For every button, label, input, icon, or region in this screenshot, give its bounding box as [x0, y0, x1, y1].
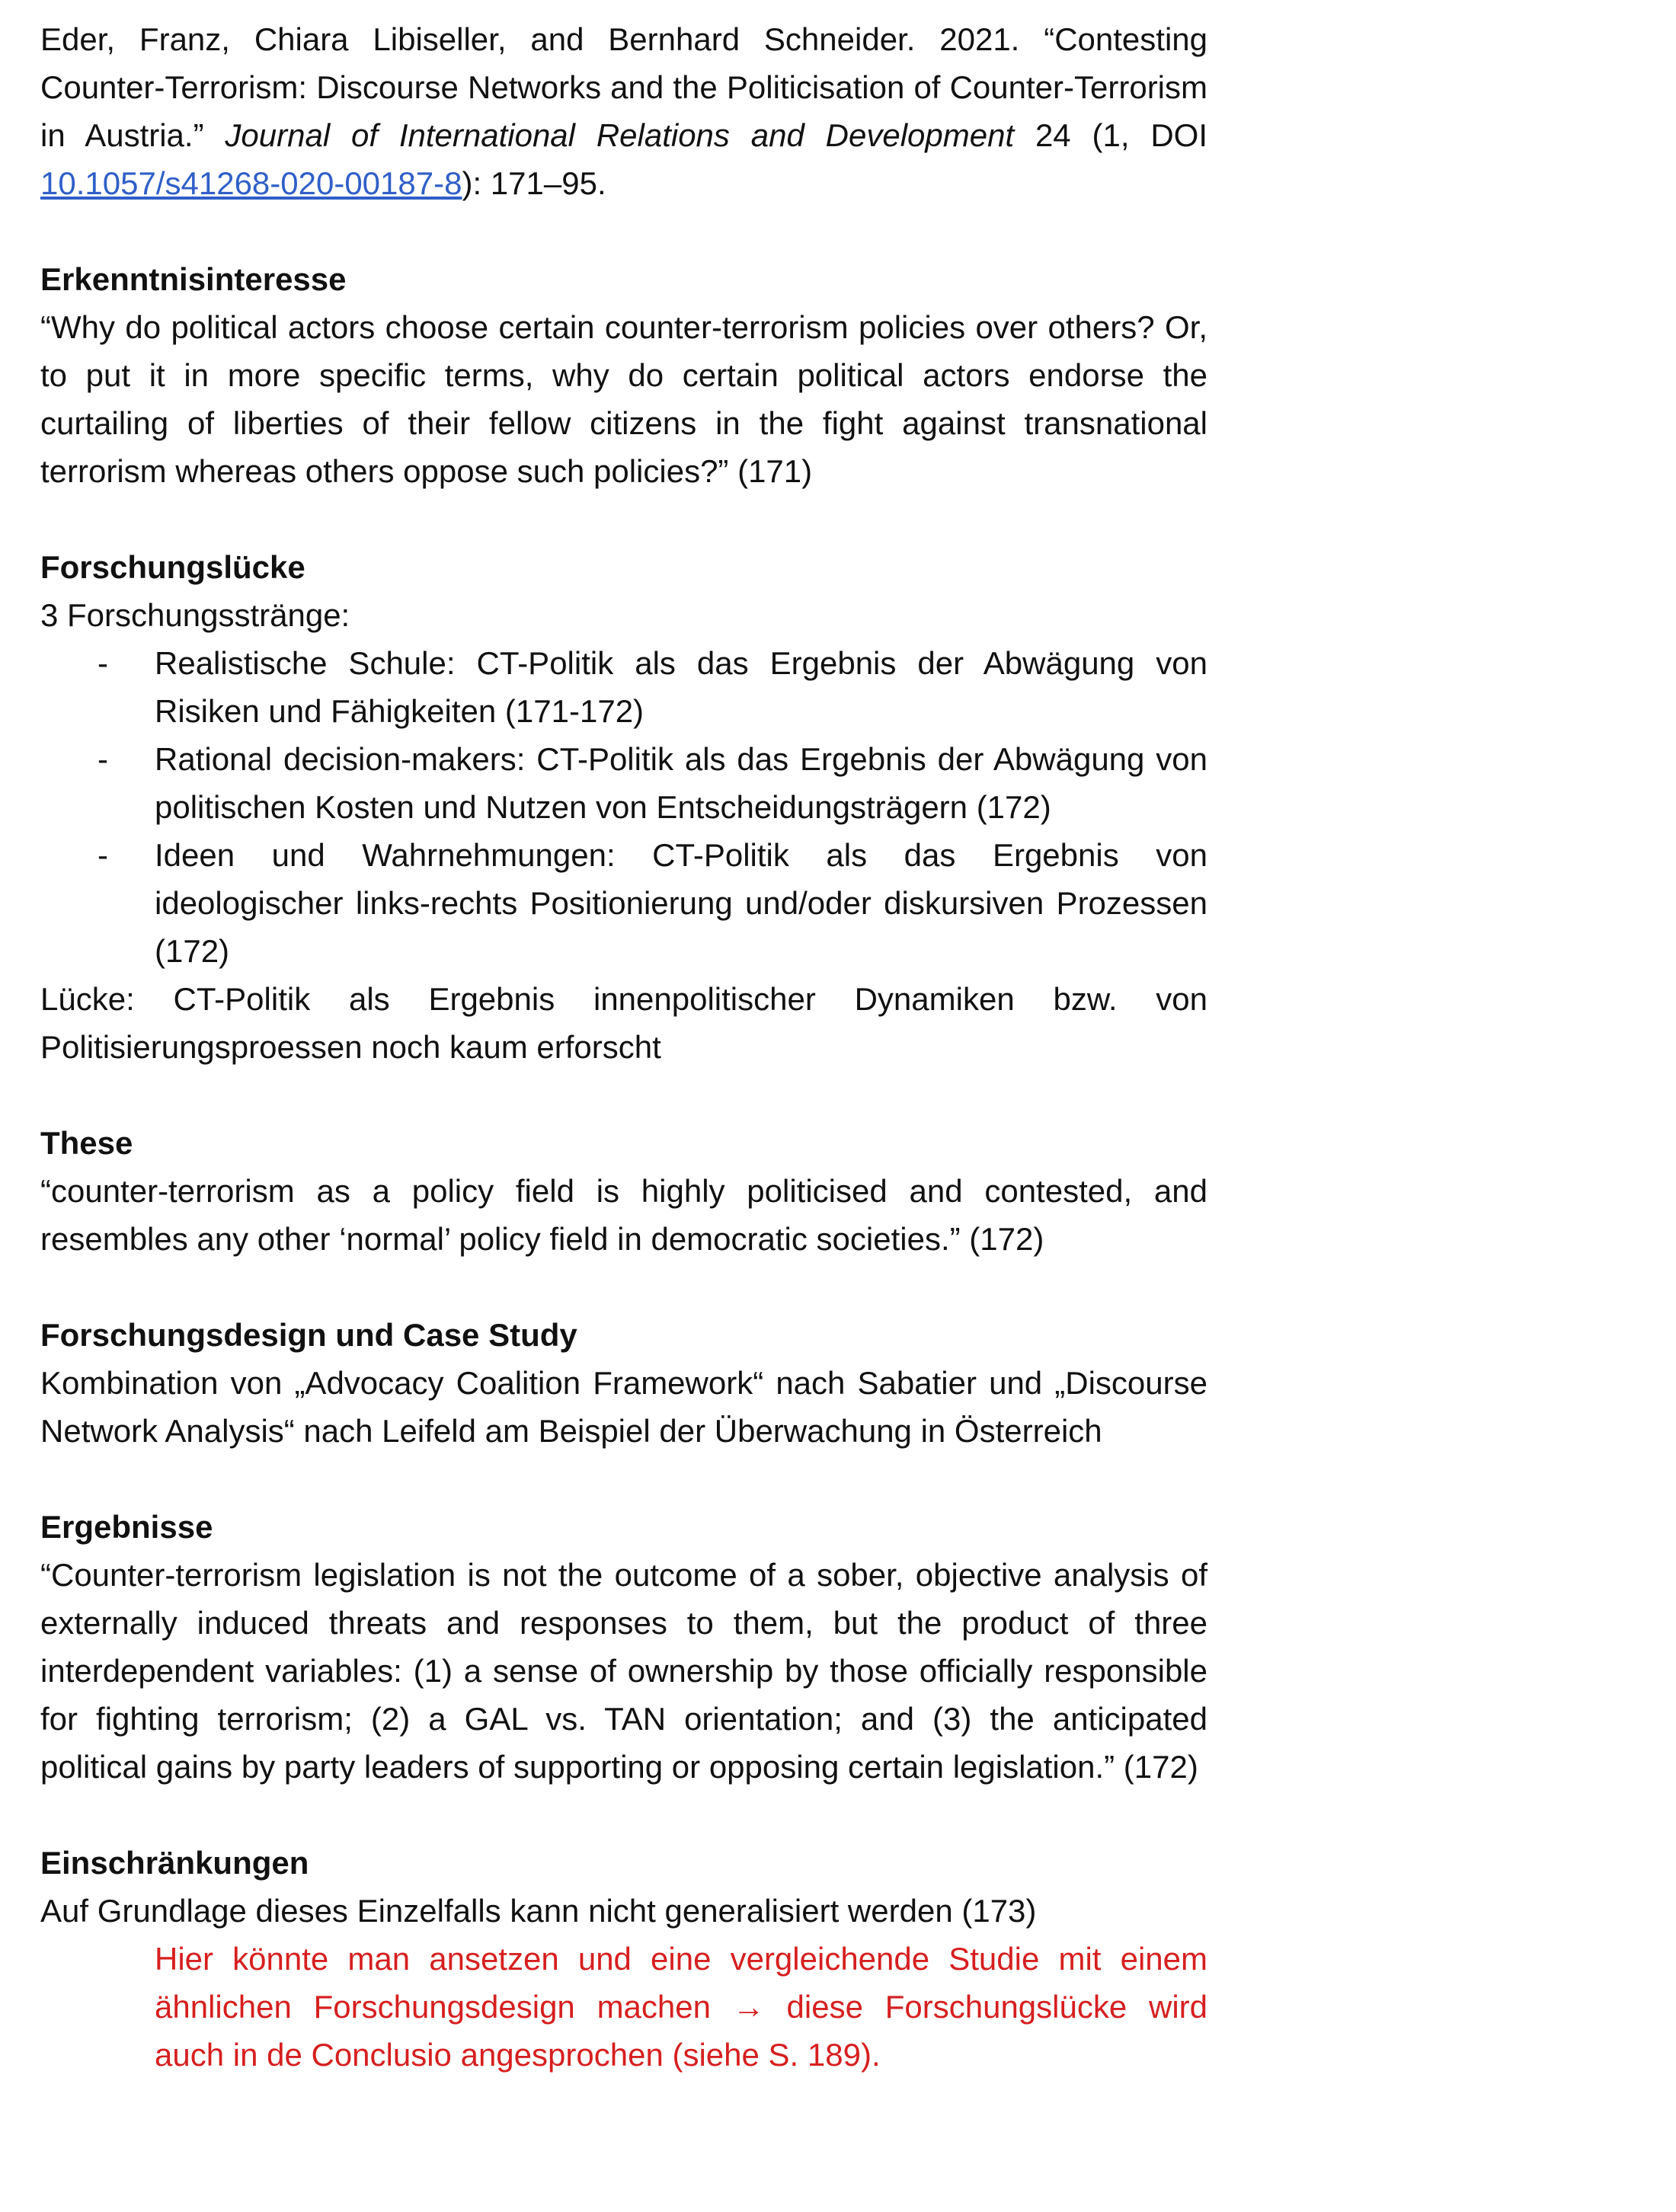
citation-pages: ): 171–95. — [462, 165, 606, 201]
heading-these: These — [40, 1125, 133, 1161]
spacer — [40, 1455, 1207, 1503]
citation-text: Eder, Franz, Chiara Libiseller, and Bernhard Schneider. 2021. “Contesting Counter-Terrorism: Discourse Networks and the Politicisation of Counter-Terrorism in Austria.” — [40, 21, 1207, 153]
heading-einschraenkungen: Einschränkungen — [40, 1845, 309, 1881]
spacer — [40, 1071, 1207, 1119]
spacer — [40, 495, 1207, 543]
forschungsdesign-text: Kombination von „Advocacy Coalition Framework“ nach Sabatier und „Discourse Network Analysis“ nach Leifeld am Beispiel der Überwachung in Österreich — [40, 1365, 1207, 1449]
forschungsluecke-intro: 3 Forschungsstränge: — [40, 597, 350, 633]
document-body — [40, 15, 1207, 2079]
bullet-dash: - — [98, 837, 108, 873]
citation-volume-issue: 24 (1, DOI — [1014, 117, 1207, 153]
list-item — [40, 639, 1207, 735]
list-item-text: Rational decision-makers: CT-Politik als das Ergebnis der Abwägung von politischen Kosten und Nutzen von Entscheidungsträgern (172) — [155, 741, 1207, 825]
bullet-dash: - — [98, 741, 108, 777]
doi-link[interactable]: 10.1057/s41268-020-00187-8 — [40, 165, 462, 201]
einschraenkungen-text: Auf Grundlage dieses Einzelfalls kann nicht generalisiert werden (173) — [40, 1893, 1037, 1929]
list-item-text: Realistische Schule: CT-Politik als das Ergebnis der Abwägung von Risiken und Fähigkeiten (171-172) — [155, 645, 1207, 729]
citation-journal: Journal of International Relations and Development — [225, 117, 1015, 153]
forschungsluecke-gap-text: Lücke: CT-Politik als Ergebnis innenpolitischer Dynamiken bzw. von Politisierungsproessen noch kaum erforscht — [40, 981, 1207, 1065]
erkenntnisinteresse-text: “Why do political actors choose certain counter-terrorism policies over others? Or, to put it in more specific terms, why do certain political actors endorse the curtailing of liberties of their fellow citizens in the fight against transnational terrorism whereas others oppose such policies?” (171) — [40, 309, 1207, 489]
spacer — [40, 1263, 1207, 1311]
bullet-dash: - — [98, 645, 108, 681]
heading-forschungsdesign: Forschungsdesign und Case Study — [40, 1317, 577, 1353]
heading-ergebnisse: Ergebnisse — [40, 1509, 213, 1545]
ergebnisse-text: “Counter-terrorism legislation is not the outcome of a sober, objective analysis of externally induced threats and responses to them, but the product of three interdependent variables: (1) a sense of ownership by those officially responsible for fighting terrorism; (2) a GAL vs. TAN orientation; and (3) the anticipated political gains by party leaders of supporting or opposing certain legislation.” (172) — [40, 1557, 1207, 1785]
these-text: “counter-terrorism as a policy field is highly politicised and contested, and resembles any other ‘normal’ policy field in democratic societies.” (172) — [40, 1173, 1207, 1257]
heading-erkenntnisinteresse: Erkenntnisinteresse — [40, 261, 347, 297]
spacer — [40, 1791, 1207, 1839]
heading-forschungsluecke: Forschungslücke — [40, 549, 305, 585]
citation — [40, 15, 1207, 207]
list-item — [40, 735, 1207, 831]
research-strands-list — [40, 639, 1207, 975]
list-item — [40, 831, 1207, 975]
comment-note: Hier könnte man ansetzen und eine vergleichende Studie mit einem ähnlichen Forschungsdesign machen → diese Forschungslücke wird auch in de Conclusio angesprochen (siehe S. 189). — [155, 1941, 1207, 2073]
spacer — [40, 207, 1207, 255]
list-item-text: Ideen und Wahrnehmungen: CT-Politik als das Ergebnis von ideologischer links-rechts Positionierung und/oder diskursiven Prozessen (172) — [155, 837, 1207, 969]
